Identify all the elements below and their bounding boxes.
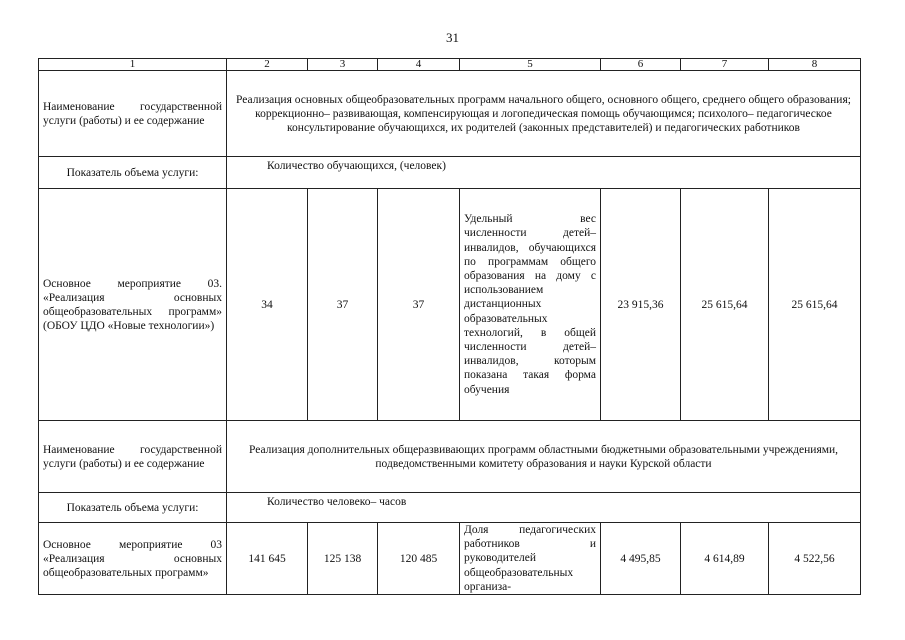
column-number-row: [39, 59, 861, 71]
indicator-row: [39, 493, 861, 523]
value-cell: 23 915,36: [601, 189, 681, 421]
value-cell: 34: [227, 189, 308, 421]
indicator-label: Показатель объема услуги:: [39, 157, 227, 189]
activity-name: Основное мероприятие 03. «Реализация основных общеобразовательных программ» (ОБОУ ЦДО «Новые технологии»): [39, 189, 227, 421]
value-cell: 120 485: [378, 523, 460, 595]
column-number: 2: [227, 59, 308, 71]
column-number: 6: [601, 59, 681, 71]
column-number: 3: [308, 59, 378, 71]
indicator-value: Количество человеко– часов: [227, 493, 861, 523]
value-cell: 37: [308, 189, 378, 421]
service-name-row: [39, 71, 861, 157]
service-content: Реализация основных общеобразовательных программ начального общего, основного общего, среднего общего образования; коррекционно– развивающая, компенсирующая и логопедическая помощь обучающимся; психолого– педагогическое консультирование обучающихся, их родителей (законных представителей) и педагогических работников: [227, 71, 861, 157]
value-cell: 4 495,85: [601, 523, 681, 595]
column-number: 8: [769, 59, 861, 71]
indicator-label: Показатель объема услуги:: [39, 493, 227, 523]
value-cell: 141 645: [227, 523, 308, 595]
table-row: [39, 189, 861, 421]
value-cell: 4 614,89: [681, 523, 769, 595]
column-number: 5: [460, 59, 601, 71]
service-name-row: [39, 421, 861, 493]
service-name-label: Наименование государственной услуги (работы) и ее содержание: [39, 421, 227, 493]
page-number: 31: [446, 30, 459, 45]
indicator-description: Удельный вес численности детей– инвалидов, обучающихся по программам общего образования на дому с использованием дистанционных образовательных технологий, в общей численности детей– инвалидов, которым показана такая форма обучения: [460, 189, 601, 421]
value-cell: 25 615,64: [769, 189, 861, 421]
value-cell: 4 522,56: [769, 523, 861, 595]
value-cell: 125 138: [308, 523, 378, 595]
column-number: 7: [681, 59, 769, 71]
table-row: [39, 523, 861, 595]
indicator-description: Доля педагогических работников и руководителей общеобразовательных организа-: [460, 523, 601, 595]
indicator-value: Количество обучающихся, (человек): [227, 157, 861, 189]
activity-name: Основное мероприятие 03 «Реализация основных общеобразовательных программ»: [39, 523, 227, 595]
column-number: 1: [39, 59, 227, 71]
value-cell: 25 615,64: [681, 189, 769, 421]
service-name-label: Наименование государственной услуги (работы) и ее содержание: [39, 71, 227, 157]
value-cell: 37: [378, 189, 460, 421]
column-number: 4: [378, 59, 460, 71]
data-table: [38, 58, 861, 595]
service-content: Реализация дополнительных общеразвивающих программ областными бюджетными образовательными учреждениями, подведомственными комитету образования и науки Курской области: [227, 421, 861, 493]
indicator-row: [39, 157, 861, 189]
